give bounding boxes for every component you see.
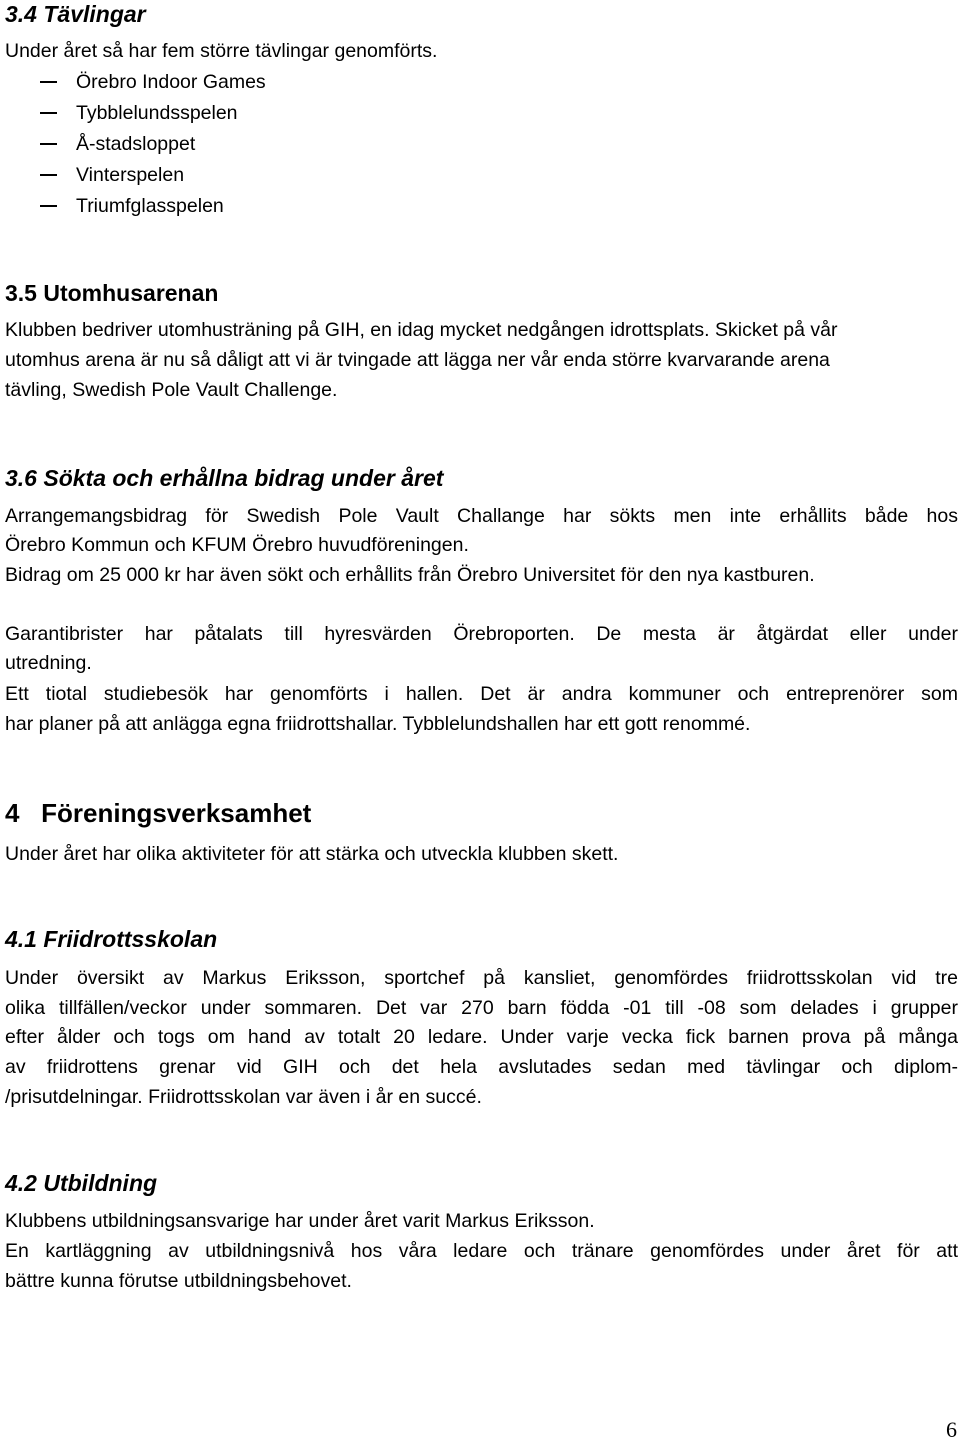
s36-line: Arrangemangsbidrag för Swedish Pole Vault Challange har sökts men inte erhållits både hos — [5, 505, 958, 527]
s41-line: efter ålder och togs om hand av totalt 20 ledare. Under varje vecka fick barnen prova på många — [5, 1026, 958, 1048]
list-item: Vinterspelen — [76, 164, 185, 186]
s36-line: Ett tiotal studiebesök har genomförts i hallen. Det är andra kommuner och entreprenörer som — [5, 683, 958, 705]
section-heading-4: 4 Föreningsverksamhet — [5, 798, 312, 828]
bullet-dash-icon — [40, 174, 57, 176]
list-item: Å-stadsloppet — [76, 133, 196, 155]
s42-line: En kartläggning av utbildningsnivå hos våra ledare och tränare genomfördes under året för att — [5, 1240, 958, 1262]
s35-line: tävling, Swedish Pole Vault Challenge. — [5, 379, 338, 401]
bullet-dash-icon — [40, 205, 57, 207]
list-item: Tybblelundsspelen — [76, 102, 238, 124]
section-heading-4-1: 4.1 Friidrottsskolan — [5, 926, 218, 952]
s35-line: Klubben bedriver utomhusträning på GIH, en idag mycket nedgången idrottsplats. Skicket på vår — [5, 319, 838, 341]
s36-line: Örebro Kommun och KFUM Örebro huvudföreningen. — [5, 534, 469, 556]
s41-line: Under översikt av Markus Eriksson, sportchef på kansliet, genomfördes friidrottsskolan vid tre — [5, 967, 958, 989]
s36-line: Garantibrister har påtalats till hyresvärden Örebroporten. De mesta är åtgärdat eller under — [5, 623, 958, 645]
s35-line: utomhus arena är nu så dåligt att vi är tvingade att lägga ner vår enda större kvarvarande arena — [5, 349, 830, 371]
s42-line: Klubbens utbildningsansvarige har under året varit Markus Eriksson. — [5, 1210, 595, 1232]
s36-line: har planer på att anlägga egna friidrottshallar. Tybblelundshallen har ett gott renommé. — [5, 713, 751, 735]
list-item: Triumfglasspelen — [76, 195, 224, 217]
bullet-dash-icon — [40, 81, 57, 83]
page-number: 6 — [946, 1417, 957, 1442]
s41-line: /prisutdelningar. Friidrottsskolan var även i år en succé. — [5, 1086, 482, 1108]
s36-line: utredning. — [5, 652, 92, 674]
bullet-dash-icon — [40, 143, 57, 145]
section-heading-4-2: 4.2 Utbildning — [5, 1170, 158, 1196]
section-heading-3-6: 3.6 Sökta och erhållna bidrag under året — [5, 465, 444, 491]
list-item: Örebro Indoor Games — [76, 71, 266, 93]
section-heading-3-5: 3.5 Utomhusarenan — [5, 280, 219, 306]
s4-line: Under året har olika aktiviteter för att stärka och utveckla klubben skett. — [5, 843, 619, 865]
s34-intro: Under året så har fem större tävlingar genomförts. — [5, 40, 438, 62]
s41-line: av friidrottens grenar vid GIH och det hela avslutades sedan med tävlingar och diplom- — [5, 1056, 958, 1078]
bullet-dash-icon — [40, 112, 57, 114]
s41-line: olika tillfällen/veckor under sommaren. Det var 270 barn födda -01 till -08 som delades i grupper — [5, 997, 958, 1019]
s36-line: Bidrag om 25 000 kr har även sökt och erhållits från Örebro Universitet för den nya kastburen. — [5, 564, 815, 586]
section-heading-3-4: 3.4 Tävlingar — [5, 1, 146, 27]
s42-line: bättre kunna förutse utbildningsbehovet. — [5, 1270, 352, 1292]
